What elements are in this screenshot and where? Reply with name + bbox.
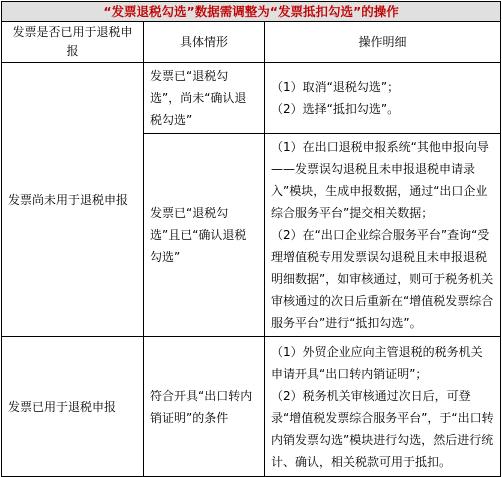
table-row: [2, 337, 501, 477]
step-text: （1）在出口退税申报系统“其他申报向导——发票误勾退税且未申报退税申请录入”模块，生成申报数据，通过“出口企业综合服务平台”提交相关数据；: [271, 140, 489, 220]
step-text: （2）在“出口企业综合服务平台”查询“受理增值税专用发票误勾退税且未申报退税明细数据”，如审核通过，则可于税务机关审核通过的次日后重新在“增值税发票综合服务平台”进行“抵扣勾选”。: [271, 228, 494, 330]
operation-table: [1, 1, 501, 477]
title-row: [2, 2, 501, 22]
operation-cell: [265, 63, 501, 134]
header-situation: 具体情形: [144, 22, 265, 63]
step-text: （1）取消“退税勾选”；: [271, 80, 400, 94]
step-text: （1）外贸企业应向主管退税的税务机关申请开具“出口转内销证明”；: [271, 344, 483, 381]
table-row: [2, 63, 501, 134]
header-used-for-refund: 发票是否已用于退税申报: [2, 22, 144, 63]
step-text: （2）选择“抵扣勾选”。: [271, 102, 400, 116]
header-row: [2, 22, 501, 63]
situation-cell: 符合开具“出口转内销证明”的条件: [144, 337, 265, 477]
operation-cell: [265, 337, 501, 477]
operation-cell: [265, 134, 501, 337]
group-label-not-used: 发票尚未用于退税申报: [2, 63, 144, 337]
situation-cell: 发票已“退税勾选”，尚未“确认退税勾选”: [144, 63, 265, 134]
header-operation-details: 操作明细: [265, 22, 501, 63]
group-label-used: 发票已用于退税申报: [2, 337, 144, 477]
table-title: “发票退税勾选”数据需调整为“发票抵扣勾选”的操作: [2, 2, 501, 22]
step-text: （2）税务机关审核通过次日后，可登录“增值税发票综合服务平台”，于“出口转内销发票勾选”模块进行勾选，然后进行统计、确认，相关税款可用于抵扣。: [271, 388, 494, 469]
situation-cell: 发票已“退税勾选”且已“确认退税勾选”: [144, 134, 265, 337]
